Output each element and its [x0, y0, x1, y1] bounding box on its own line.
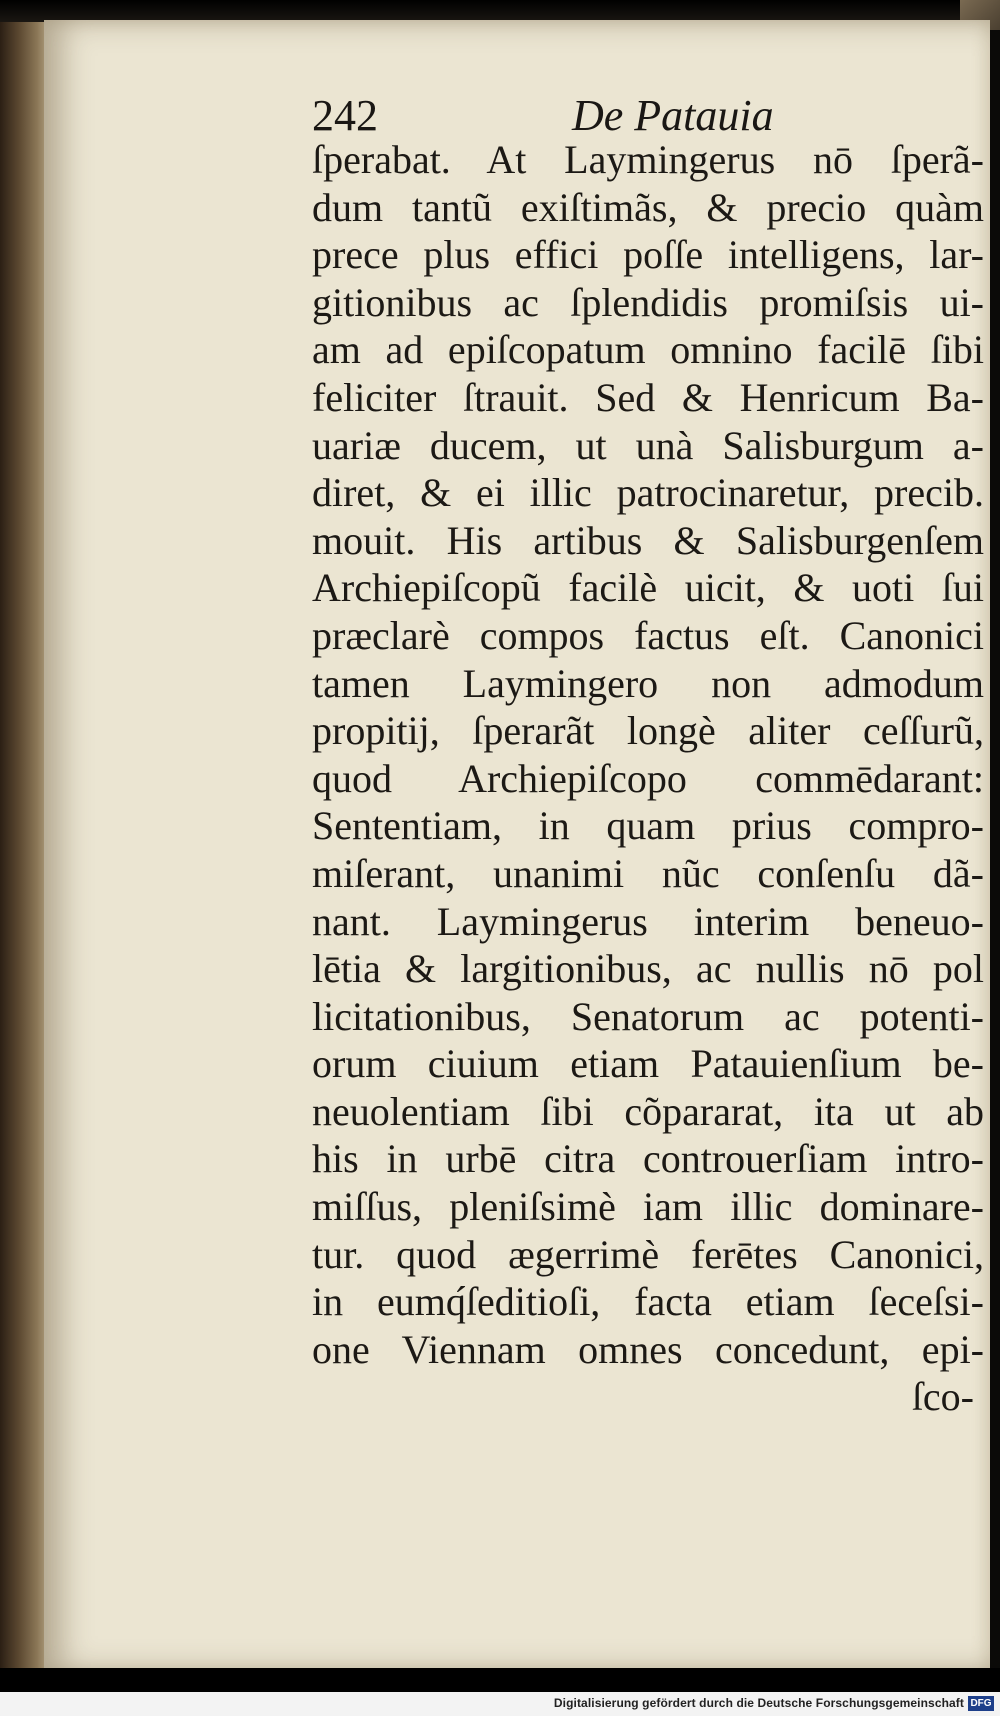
- text-line: one Viennam omnes concedunt, epi-: [312, 1326, 984, 1372]
- book-spine-edge: [0, 22, 46, 1670]
- text-line: dum tantũ exiſtimãs, & precio quàm: [312, 184, 984, 230]
- text-line: neuolentiam ſibi cõpararat, ita ut ab: [312, 1088, 984, 1134]
- scan-bottom-border: [0, 1668, 1000, 1692]
- text-line: am ad epiſcopatum omnino facilē ſibi: [312, 327, 984, 373]
- running-title: De Patauia: [572, 91, 774, 140]
- text-line: lētia & largitionibus, ac nullis nō pol: [312, 946, 984, 992]
- text-line: gitionibus ac ſplendidis promiſsis ui-: [312, 279, 984, 325]
- dfg-logo: DFG: [968, 1696, 994, 1711]
- text-line: propitij, ſperarãt longè aliter ceſſurũ,: [312, 708, 984, 754]
- text-line: ſperabat. At Laymingerus nō ſperã-: [312, 137, 984, 182]
- text-line: miſſus, pleniſsimè iam illic dominare-: [312, 1184, 984, 1230]
- text-line: tamen Laymingero non admodum: [312, 660, 984, 706]
- text-line: licitationibus, Senatorum ac potenti-: [312, 993, 984, 1039]
- text-line: orum ciuium etiam Patauienſium be-: [312, 1041, 984, 1087]
- text-line: quod Archiepiſcopo commēdarant:: [312, 755, 984, 801]
- text-line: prece plus effici poſſe intelligens, lar-: [312, 232, 984, 278]
- text-line: his in urbē citra controuerſiam intro-: [312, 1136, 984, 1182]
- text-line: in eumq́ſeditioſi, facta etiam ſeceſsi-: [312, 1279, 984, 1325]
- text-line: feliciter ſtrauit. Sed & Henricum Ba-: [312, 374, 984, 420]
- text-line: mouit. His artibus & Salisburgenſem: [312, 517, 984, 563]
- text-line: præclarè compos factus eſt. Canonici: [312, 612, 984, 658]
- funding-credit: Digitalisierung gefördert durch die Deutsche Forschungsgemeinschaft: [553, 1696, 964, 1710]
- text-line: uariæ ducem, ut unà Salisburgum a-: [312, 422, 984, 468]
- text-line: Sententiam, in quam prius compro-: [312, 803, 984, 849]
- text-line: tur. quod ægerrimè ferētes Canonici,: [312, 1231, 984, 1277]
- scan-top-border: [0, 0, 1000, 22]
- body-text: [312, 136, 984, 1421]
- text-line: miſerant, unanimi nũc conſenſu dã-: [312, 850, 984, 896]
- digitization-footer: [0, 1692, 1000, 1716]
- text-line: nant. Laymingerus interim beneuo-: [312, 898, 984, 944]
- text-line: Archiepiſcopũ facilè uicit, & uoti ſui: [312, 565, 984, 611]
- page-number: 242: [312, 91, 378, 140]
- text-line: diret, & ei illic patrocinaretur, precib.: [312, 470, 984, 516]
- catchword: ſco-: [911, 1374, 974, 1420]
